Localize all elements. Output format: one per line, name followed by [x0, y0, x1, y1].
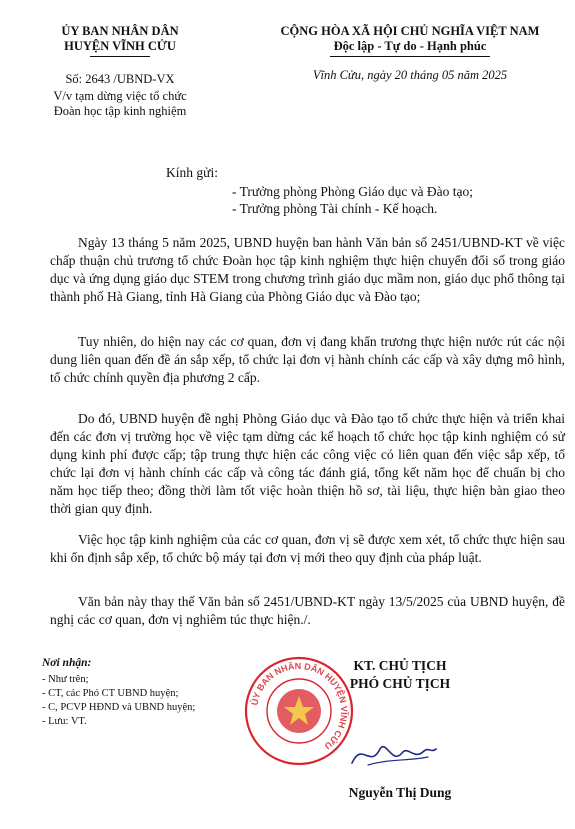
body-paragraph: Ngày 13 tháng 5 năm 2025, UBND huyện ban hành Văn bản số 2451/UBND-KT về việc chấp thuận chủ trương tổ chức Đoàn học tập kinh nghiệm thực hiện chuyển đổi số trong giáo dục và ứng dụng giáo dục STEM trong chương trình giáo dục mầm non, giáo dục phổ thông tại thành phố Hà Giang, tỉnh Hà Giang của Phòng Giáo dục và Đào tạo;	[50, 235, 565, 304]
seal-text: ỦY BAN NHÂN DÂN HUYỆN VĨNH CỬU	[249, 660, 350, 752]
body-paragraph: Văn bản này thay thế Văn bản số 2451/UBND-KT ngày 13/5/2025 của UBND huyện, đề nghị các cơ quan, đơn vị nghiêm túc thực hiện./.	[50, 594, 565, 627]
recipient-item: - CT, các Phó CT UBND huyện;	[42, 688, 179, 699]
body-paragraph: Tuy nhiên, do hiện nay các cơ quan, đơn vị đang khẩn trương thực hiện nước rút các nội dung liên quan đến đề án sắp xếp, tổ chức lại đơn vị hành chính các cấp và xây dựng mô hình, tổ chức chính quyền địa phương 2 cấp.	[50, 334, 565, 385]
nation-title: CỘNG HÒA XÃ HỘI CHỦ NGHĨA VIỆT NAM	[280, 24, 540, 38]
addressee-label: Kính gửi:	[166, 165, 218, 180]
signature-position: PHÓ CHỦ TỊCH	[349, 676, 451, 691]
recipient-item: - Lưu: VT.	[42, 716, 87, 727]
subject-line1: V/v tạm dừng việc tổ chức	[53, 89, 187, 103]
org-name-line1: ỦY BAN NHÂN DÂN	[61, 24, 179, 38]
subject-line2: Đoàn học tập kinh nghiệm	[53, 104, 187, 118]
org-name-line2: HUYỆN VĨNH CỬU	[64, 39, 176, 53]
addressee-item: - Trưởng phòng Tài chính - Kế hoạch.	[232, 201, 438, 216]
body-paragraph: Do đó, UBND huyện đề nghị Phòng Giáo dục và Đào tạo tổ chức thực hiện và triển khai đến các đơn vị trường học về việc tạm dừng các kế hoạch tổ chức học tập kinh nghiệm có sử dụng kinh phí được cấp; tập trung thực hiện các công việc có liên quan đến việc sắp xếp, tổ chức lại đơn vị hành chính các cấp và công tác đánh giá, tổng kết năm học để chuẩn bị cho năm học tiếp theo; đồng thời làm tốt việc hoàn thiện hồ sơ, tài liệu, thực hiện bàn giao theo thời gian quy định.	[50, 411, 565, 516]
motto-underline	[330, 56, 490, 57]
handwritten-signature-icon	[348, 735, 438, 775]
signer-name: Nguyễn Thị Dung	[348, 785, 452, 800]
recipients-label: Nơi nhận:	[42, 657, 92, 669]
recipient-item: - C, PCVP HĐND và UBND huyện;	[42, 702, 196, 713]
body-paragraph: Việc học tập kinh nghiệm của các cơ quan, đơn vị sẽ được xem xét, tổ chức thực hiện sau khi ổn định sắp xếp, tổ chức bộ máy tại đơn vị mới theo quy định của pháp luật.	[50, 532, 565, 565]
document-number: Số: 2643 /UBND-VX	[65, 72, 175, 86]
addressee-item: - Trưởng phòng Phòng Giáo dục và Đào tạo;	[232, 184, 473, 199]
place-date: Vĩnh Cửu, ngày 20 tháng 05 năm 2025	[312, 68, 508, 82]
national-motto: Độc lập - Tự do - Hạnh phúc	[333, 39, 487, 53]
org-underline	[90, 56, 150, 57]
recipient-item: - Như trên;	[42, 674, 89, 685]
signature-title: KT. CHỦ TỊCH	[353, 658, 447, 673]
